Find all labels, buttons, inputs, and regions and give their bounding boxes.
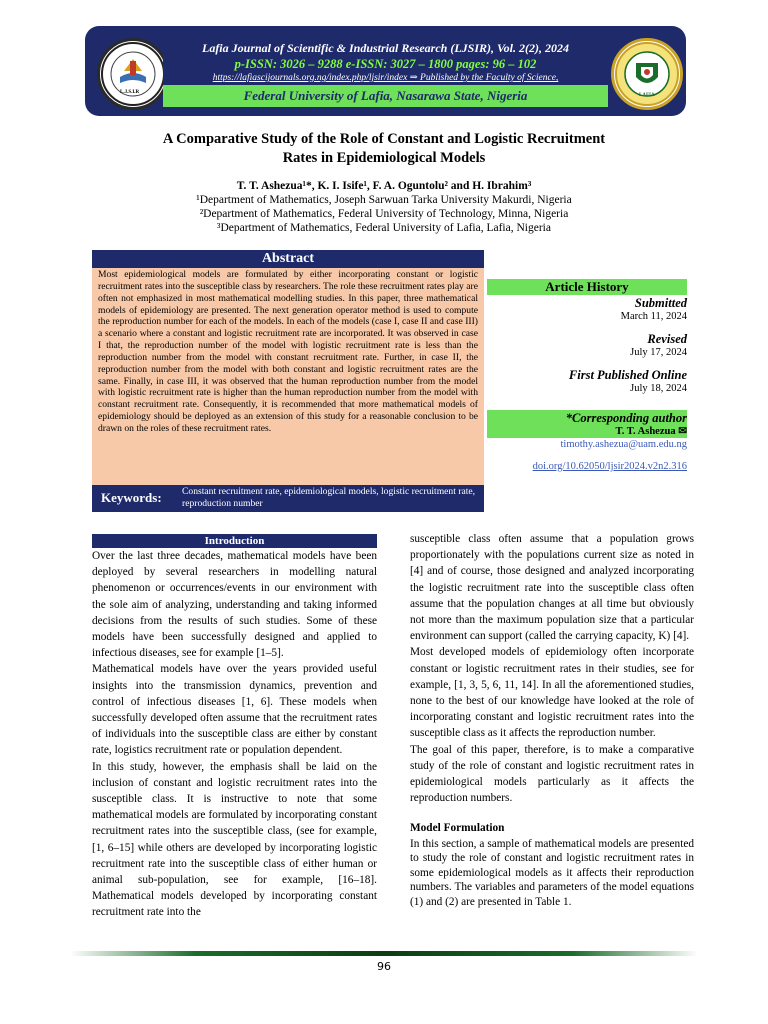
corresponding-email-link[interactable]: timothy.ashezua@uam.edu.ng (560, 439, 687, 450)
intro-paragraph-1: Over the last three decades, mathematical models have been deployed by several researchers in modelling natural phenomenon or occurrences/events in our environment with the sole aim of analyzing, understanding and taking informed decisions from the results of such studies. Some of these models have been successfully designed and applied to infectious diseases, see for example [1–5]. (92, 550, 377, 660)
keywords-bar (92, 485, 484, 512)
affiliation-3: ³Department of Mathematics, Federal University of Lafia, Lafia, Nigeria (217, 222, 551, 234)
submitted-block (487, 296, 687, 322)
intro-paragraph-5: Most developed models of epidemiology often incorporate constant or logistic recruitment rates in their studies, see for example, [1, 3, 5, 6, 11, 14]. In all the aforementioned studies, none to the best of our knowledge have looked at the role of incorporating constant and logistic recruitment rates into the susceptible class as it affects the reproduction number. (410, 646, 694, 740)
revised-date: July 17, 2024 (630, 347, 687, 358)
journal-url-line[interactable] (163, 72, 608, 85)
paper-title (120, 130, 648, 168)
published-label: First Published Online (568, 368, 687, 382)
published-date: July 18, 2024 (630, 383, 687, 394)
submitted-label: Submitted (634, 296, 687, 310)
university-logo (611, 38, 683, 110)
left-column (92, 548, 377, 921)
submitted-date: March 11, 2024 (620, 311, 687, 322)
published-block (487, 368, 687, 394)
journal-logo (97, 38, 169, 110)
right-column (410, 531, 694, 910)
issn-line: p-ISSN: 3026 – 9288 e-ISSN: 3027 – 1800 pages: 96 – 102 (163, 56, 608, 72)
page-number: 96 (377, 960, 391, 973)
keywords-text: Constant recruitment rate, epidemiological models, logistic recruitment rate, reproduction number (182, 486, 476, 509)
university-line: Federal University of Lafia, Nasarawa State, Nigeria (163, 85, 608, 107)
abstract-text: Most epidemiological models are formulated by either incorporating constant or logistic recruitment rates into the susceptible class by researchers. The role these recruitment rates play are often not emphasized in most mathematical modelling studies. In this paper, three mathematical models of epidemiology are presented. The next generation operator method is used to compute the reproduction number for each of the models. In each of the models (case I, case II and case III) a scenario where a constant and logistic recruitment rate are incorporated. It was observed in case I that, the reproduction number of the model with logistic recruitment rate is less than the reproduction number from the model with constant recruitment rate. Further, in case II, the reproduction number from the model with both constant and logistic recruitment rates are the same. Finally, in case III, it was observed that the human reproduction number from the model with logistic recruitment rate is higher than the human reproduction number from the model with constant recruitment rate. Consequently, it is recommended that more mathematical models of epidemiology should be deployed as an extension of this study for a reasonable conclusion to be drawn on the roles of these recruitment rates. (92, 268, 484, 485)
introduction-heading: Introduction (92, 534, 377, 548)
article-history-heading: Article History (487, 279, 687, 295)
intro-paragraph-2: Mathematical models have over the years provided useful insights into the transmission dynamics, prevention and control of infectious diseases [1, 6]. These models when successfully developed often assume that the recruitment rates of individuals into the susceptible class are either by constant rate, logistics recruitment rate or population dependent. (92, 663, 377, 757)
revised-block (487, 332, 687, 358)
corresponding-author-name: T. T. Ashezua ✉ (487, 426, 687, 438)
journal-title-line: Lafia Journal of Scientific & Industrial Research (LJSIR), Vol. 2(2), 2024 (163, 40, 608, 56)
footer-divider (70, 951, 698, 956)
paper-title-line-1: A Comparative Study of the Role of Constant and Logistic Recruitment (162, 131, 606, 147)
abstract-heading: Abstract (92, 250, 484, 268)
university-logo-text: LAFIA (639, 93, 655, 98)
author-names: T. T. Ashezua¹*, K. I. Isife¹, F. A. Oguntolu² and H. Ibrahim³ (236, 180, 532, 192)
model-formulation-heading: Model Formulation (410, 822, 505, 835)
intro-paragraph-3: In this study, however, the emphasis shall be laid on the inclusion of constant and logistic recruitment rates into the susceptible class. It is instructive to note that some mathematical models are formulated by incorporating constant recruitment rates into the susceptible class, (see for example, [1, 6–15] while others are developed by incorporating logistic recruitment rate into the susceptible class of either human or animal sub-population, see for example, [16–18]. Mathematical models developed by incorporating constant recruitment rate into the (92, 760, 377, 919)
author-block (120, 179, 648, 235)
journal-logo-icon (100, 41, 166, 107)
affiliation-2: ²Department of Mathematics, Federal University of Technology, Minna, Nigeria (199, 208, 569, 220)
journal-url-link[interactable]: https://lafiascijournals.org.ng/index.php/ljsir/index ⇒ Published by the Faculty of Science, (212, 73, 559, 83)
intro-paragraph-4: susceptible class often assume that a population grows proportionately with the populations current size as noted in [4] and of course, those designed and analyzed incorporating the logistic recruitment rate into the susceptible class often assume that the population changes at all time but obviously not more than the maximum population size that a particular environment can support (called the carrying capacity, K) [4]. (410, 533, 694, 643)
doi-link[interactable]: doi.org/10.62050/ljsir2024.v2n2.316 (532, 461, 687, 472)
revised-label: Revised (647, 332, 687, 346)
corresponding-author-heading: *Corresponding author (487, 410, 687, 426)
affiliation-1: ¹Department of Mathematics, Joseph Sarwuan Tarka University Makurdi, Nigeria (196, 194, 572, 206)
keywords-label: Keywords: (101, 490, 162, 505)
intro-paragraph-6: The goal of this paper, therefore, is to make a comparative study of the role of constant and logistic recruitment rates in epidemiological models particularly as it affects the reproduction numbers. (410, 743, 694, 805)
journal-logo-text: L.J.S.I.R (120, 90, 140, 95)
paper-title-line-2: Rates in Epidemiological Models (282, 150, 486, 166)
model-formulation-text: In this section, a sample of mathematical models are presented to study the role of constant and logistic recruitment rates in some epidemiological models as it affects their reproduction numbers. The variables and parameters of the model equations (1) and (2) are presented in Table 1. (410, 837, 694, 909)
